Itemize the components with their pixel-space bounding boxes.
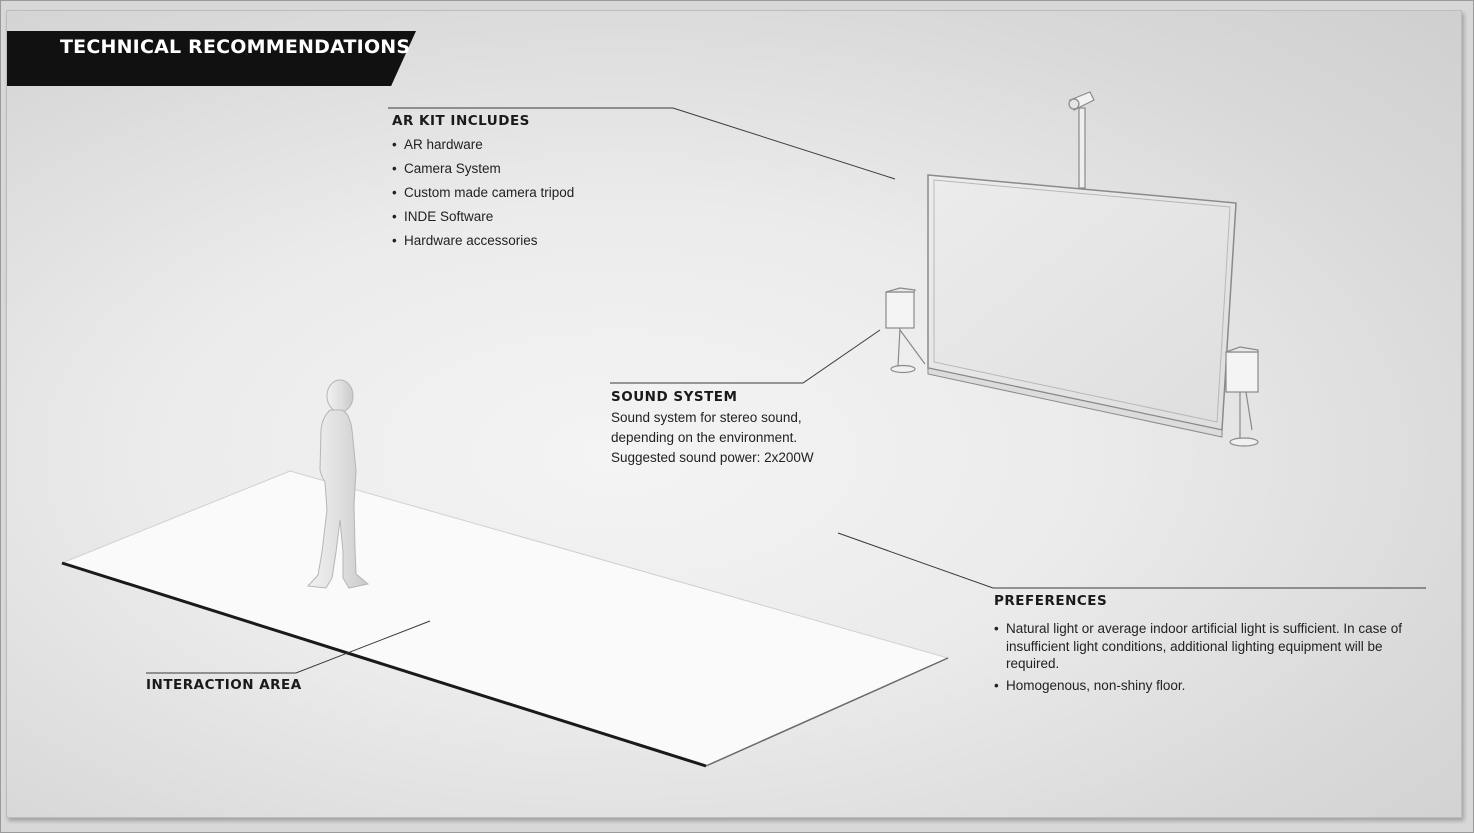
- preferences-list: [994, 620, 1422, 698]
- list-item: • Camera System: [392, 157, 574, 181]
- sound-system-line: Sound system for stereo sound,: [611, 410, 802, 425]
- interaction-floor: [62, 471, 948, 766]
- right-speaker: [1226, 347, 1258, 446]
- preferences-heading: PREFERENCES: [994, 593, 1108, 609]
- ar-screen: [928, 175, 1236, 437]
- list-item: • Custom made camera tripod: [392, 181, 574, 205]
- ar-kit-list: [392, 133, 574, 253]
- left-speaker: [886, 288, 925, 373]
- list-item: • Natural light or average indoor artificial light is sufficient. In case of insufficient light conditions, additional lighting equipment will be required.: [994, 620, 1422, 673]
- camera-tripod: [1069, 92, 1094, 188]
- sound-system-line: depending on the environment.: [611, 430, 798, 445]
- list-item: • AR hardware: [392, 133, 574, 157]
- list-item: • INDE Software: [392, 205, 574, 229]
- preferences-leader-line: [838, 533, 1426, 588]
- sound-system-line: Suggested sound power: 2x200W: [611, 450, 814, 465]
- ar-kit-heading: AR KIT INCLUDES: [392, 113, 530, 129]
- sound-system-heading: SOUND SYSTEM: [611, 389, 738, 405]
- list-item: • Hardware accessories: [392, 229, 574, 253]
- sound-system-leader-line: [610, 330, 880, 383]
- page-title: TECHNICAL RECOMMENDATIONS: [60, 36, 411, 58]
- interaction-area-label: INTERACTION AREA: [146, 677, 302, 693]
- list-item: • Homogenous, non-shiny floor.: [994, 677, 1422, 695]
